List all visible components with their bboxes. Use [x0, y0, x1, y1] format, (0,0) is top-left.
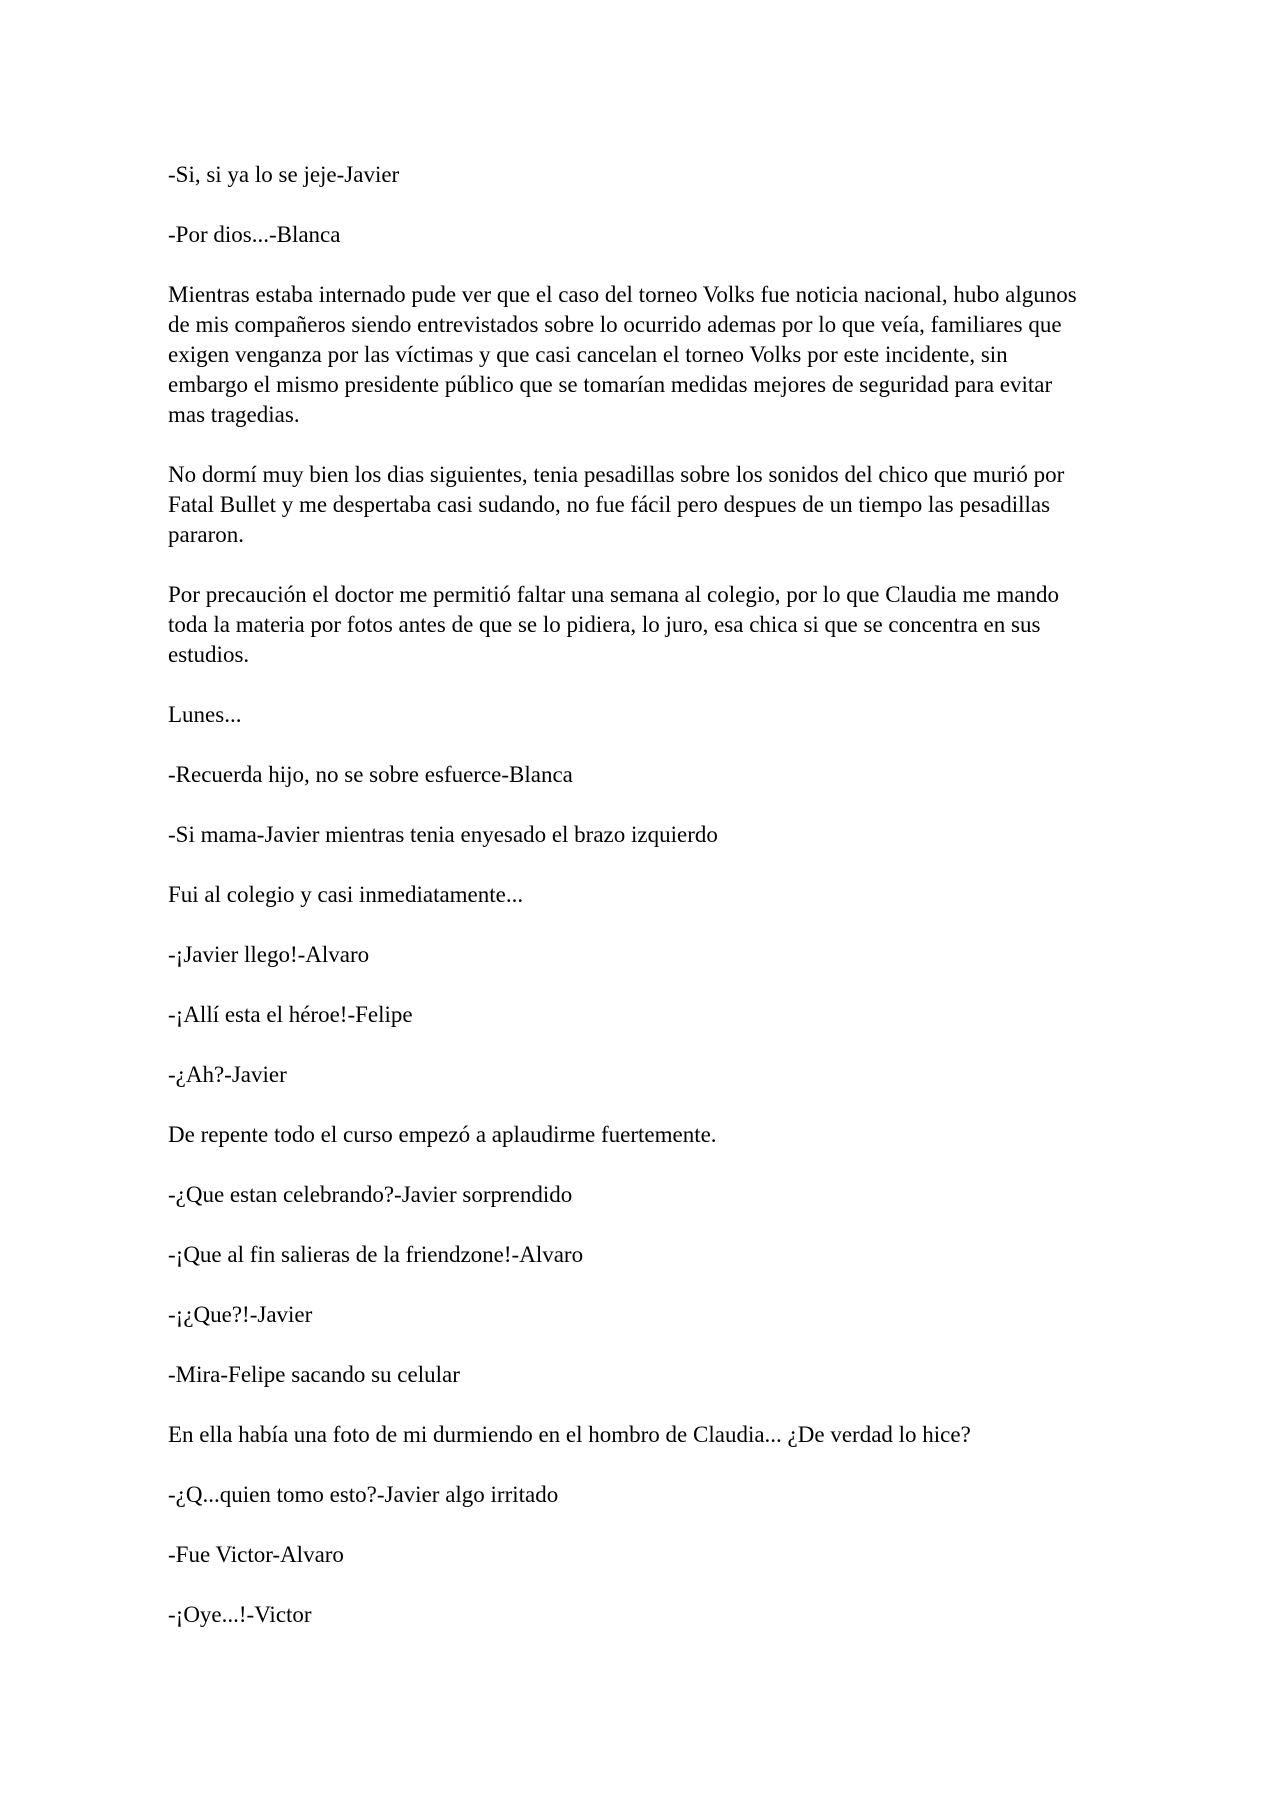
dialogue-javier-4: -¿Que estan celebrando?-Javier sorprendido — [168, 1182, 573, 1207]
dialogue-javier-5: -¡¿Que?!-Javier — [168, 1302, 313, 1327]
narration-lunes: Lunes... — [168, 702, 242, 727]
dialogue-javier-1: -Si, si ya lo se jeje-Javier — [168, 162, 400, 187]
dialogue-alvaro-1: -¡Javier llego!-Alvaro — [168, 942, 370, 967]
narration-news: Mientras estaba internado pude ver que el caso del torneo Volks fue noticia nacional, hubo algunos de mis compañeros siendo entrevistados sobre lo ocurrido ademas por lo que veía, familiares que exigen venganza por las víctimas y que casi cancelan el torneo Volks por este incidente, sin embargo el mismo presidente público que se tomarían medidas mejores de seguridad para evitar mas tragedias. — [168, 282, 1077, 427]
dialogue-javier-2: -Si mama-Javier mientras tenia enyesado el brazo izquierdo — [168, 822, 718, 847]
dialogue-javier-6: -¿Q...quien tomo esto?-Javier algo irritado — [168, 1482, 559, 1507]
document-text-column — [168, 160, 1080, 1660]
dialogue-victor-1: -¡Oye...!-Victor — [168, 1602, 312, 1627]
dialogue-felipe-2: -Mira-Felipe sacando su celular — [168, 1362, 460, 1387]
dialogue-blanca-2: -Recuerda hijo, no se sobre esfuerce-Blanca — [168, 762, 573, 787]
narration-aplausos: De repente todo el curso empezó a aplaudirme fuertemente. — [168, 1122, 717, 1147]
narration-colegio: Fui al colegio y casi inmediatamente... — [168, 882, 524, 907]
narration-nightmares: No dormí muy bien los dias siguientes, tenia pesadillas sobre los sonidos del chico que murió por Fatal Bullet y me despertaba casi sudando, no fue fácil pero despues de un tiempo las pesadillas pararon. — [168, 462, 1065, 547]
dialogue-alvaro-2: -¡Que al fin salieras de la friendzone!-Alvaro — [168, 1242, 584, 1267]
narration-doctor: Por precaución el doctor me permitió faltar una semana al colegio, por lo que Claudia me mando toda la materia por fotos antes de que se lo pidiera, lo juro, esa chica si que se concentra en sus estudios. — [168, 582, 1059, 667]
dialogue-felipe-1: -¡Allí esta el héroe!-Felipe — [168, 1002, 413, 1027]
dialogue-alvaro-3: -Fue Victor-Alvaro — [168, 1542, 344, 1567]
dialogue-blanca-1: -Por dios...-Blanca — [168, 222, 341, 247]
narration-foto: En ella había una foto de mi durmiendo en el hombro de Claudia... ¿De verdad lo hice? — [168, 1422, 971, 1447]
dialogue-javier-3: -¿Ah?-Javier — [168, 1062, 287, 1087]
